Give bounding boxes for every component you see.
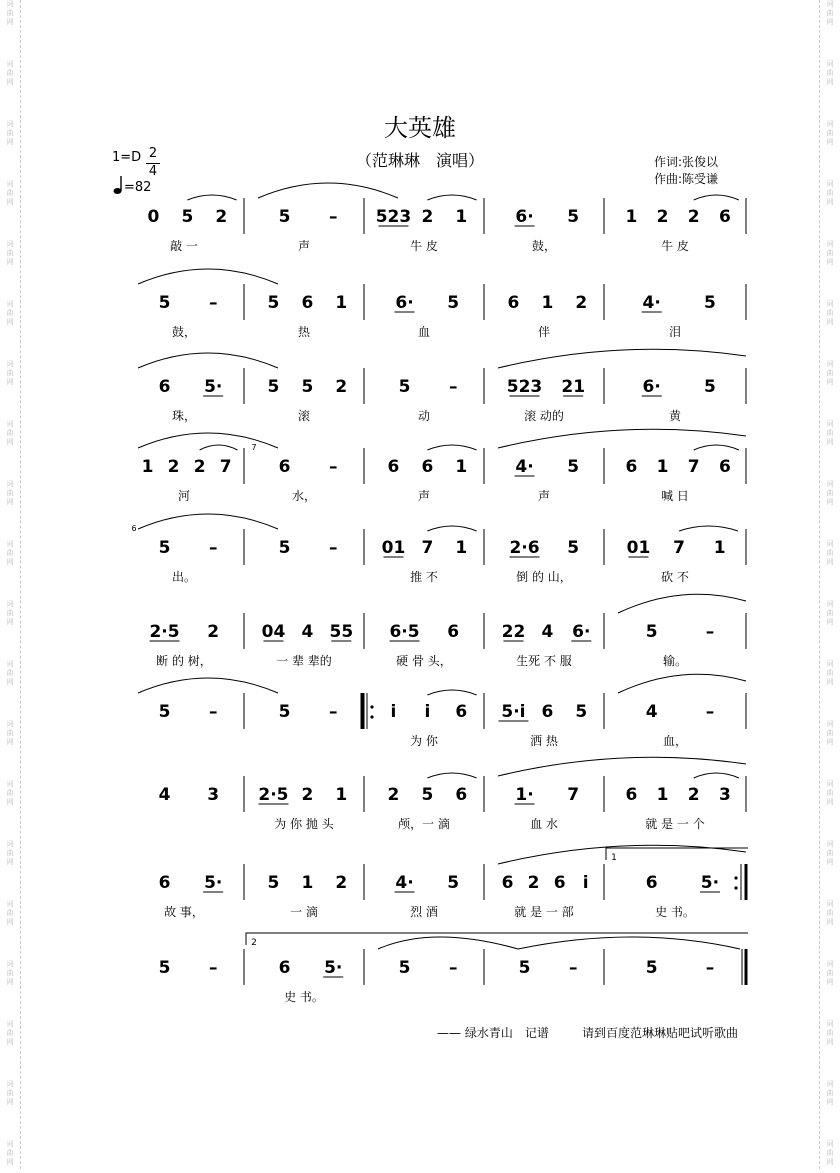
tie-arc (138, 514, 278, 529)
lyric-text: 故 事， (164, 905, 204, 919)
note-token: 0 (147, 207, 160, 227)
note-token: 01 (626, 538, 651, 558)
note-token: 1 (656, 785, 669, 805)
lyric-text: 史 书。 (284, 990, 324, 1004)
note-token: 4· (395, 873, 414, 893)
listen-note: 请到百度范琳琳贴吧试听歌曲 (582, 1026, 739, 1040)
watermark-text: 词 曲 网 (6, 1080, 14, 1106)
note-token: 5· (700, 873, 720, 893)
note-token: 2 (387, 785, 400, 805)
lyric-text: 推 不 (410, 570, 438, 584)
watermark-text: 词 曲 网 (6, 900, 14, 926)
lyric-text: 史 书。 (655, 905, 695, 919)
note-token: 6· (642, 377, 661, 397)
note-token: 1 (335, 785, 348, 805)
note-token: 1 (301, 873, 314, 893)
grace-note: 6 (131, 524, 137, 533)
note-token: 5 (181, 207, 194, 227)
note-token: 4 (158, 785, 171, 805)
lyric-text: 就 是 一 个 (645, 817, 705, 831)
note-token: 2 (193, 457, 206, 477)
slur (427, 445, 476, 450)
note-token: 1 (455, 457, 468, 477)
note-token: – (705, 702, 715, 722)
watermark-text: 词 曲 网 (6, 960, 14, 986)
lyric-text: 生死 不 服 (516, 654, 572, 668)
note-token: 2 (527, 873, 540, 893)
watermark-text: 词 曲 网 (826, 300, 834, 326)
note-token: 5 (398, 958, 411, 978)
watermark-text: 词 曲 网 (826, 60, 834, 86)
watermark-text: 词 曲 网 (826, 1080, 834, 1106)
watermark-text: 词 曲 网 (826, 900, 834, 926)
note-token: 1 (541, 293, 554, 313)
note-token: – (705, 958, 715, 978)
note-token: 5 (704, 377, 716, 397)
note-token: 01 (381, 538, 406, 558)
watermark-text: 词 曲 网 (826, 0, 834, 26)
lyric-text: 为 你 (410, 734, 438, 748)
note-token: 5· (324, 958, 343, 978)
lyric-text: 声 (537, 489, 551, 503)
tie-arc (618, 674, 746, 693)
watermark-text: 词 曲 网 (826, 360, 834, 386)
lyric-text: 一 辈 辈的 (276, 654, 332, 668)
tie-arc (258, 183, 398, 198)
note-token: – (208, 958, 218, 978)
note-token: 5 (447, 293, 460, 313)
lyric-text: 牛 皮 (661, 239, 689, 253)
note-token: 6 (645, 873, 658, 893)
note-token: 6 (421, 457, 434, 477)
song-title: 大英雄 (384, 114, 456, 142)
note-token: 22 (501, 622, 526, 642)
note-token: 5 (278, 702, 291, 722)
watermark-text: 词 曲 网 (826, 480, 834, 506)
watermark-text: 词 曲 网 (826, 180, 834, 206)
time-signature-top: 2 (148, 146, 158, 161)
note-token: 6 (718, 457, 731, 477)
note-token: 5 (567, 207, 580, 227)
note-token: 6 (158, 873, 171, 893)
watermark-text: 词 曲 网 (6, 780, 14, 806)
note-token: 7 (567, 785, 580, 805)
lyric-text: 水， (291, 489, 317, 503)
watermark-text: 词 曲 网 (826, 840, 834, 866)
lyric-text: 牛 皮 (410, 239, 438, 253)
note-token: 7 (421, 538, 434, 558)
lyric-text: 黄 (668, 409, 682, 423)
note-token: 6 (278, 958, 291, 978)
note-token: 5 (158, 293, 171, 313)
note-token: 2·5 (149, 622, 180, 642)
lyric-text: 断 的 树， (156, 654, 212, 668)
note-token: – (328, 702, 338, 722)
note-token: 6 (301, 293, 314, 313)
slur (427, 195, 476, 200)
slur (694, 445, 739, 450)
lyric-text: 喊 日 (661, 489, 689, 503)
lyric-text: 倒 的 山， (516, 570, 572, 584)
note-token: 6· (395, 293, 414, 313)
lyric-text: 血， (662, 734, 688, 748)
note-token: 6 (447, 622, 460, 642)
watermark-text: 词 曲 网 (6, 0, 14, 26)
note-token: 1 (713, 538, 726, 558)
watermark-text: 词 曲 网 (6, 660, 14, 686)
lyric-text: 泪 (668, 325, 682, 339)
note-token: 1 (656, 457, 669, 477)
note-token: 7 (219, 457, 232, 477)
lyric-text: 热 (297, 325, 311, 339)
note-token: 04 (261, 622, 286, 642)
note-token: 5 (421, 785, 434, 805)
tie-arc (498, 349, 746, 368)
note-token: – (328, 457, 338, 477)
note-token: 2 (335, 873, 348, 893)
lyric-text: 颅，一 滴 (398, 817, 450, 831)
tie-arc (138, 678, 278, 693)
watermark-text: 词 曲 网 (6, 240, 14, 266)
note-token: 1 (455, 207, 468, 227)
repeat-dot (734, 876, 737, 879)
lyric-text: 为 你 抛 头 (274, 817, 334, 831)
lyric-text: 出。 (171, 570, 197, 584)
note-token: 523 (375, 207, 412, 227)
lyric-text: 一 滴 (290, 905, 318, 919)
note-token: 6 (158, 377, 171, 397)
lyric-text: 硬 骨 头， (396, 654, 452, 668)
lyric-text: 烈 酒 (410, 905, 438, 919)
note-token: 6 (507, 293, 520, 313)
time-signature-bottom: 4 (148, 164, 158, 179)
note-token: 6 (541, 702, 554, 722)
lyric-text: 滚 (297, 409, 311, 423)
repeat-dot (370, 705, 373, 708)
tie-arc (138, 353, 278, 368)
watermark-text: 词 曲 网 (826, 120, 834, 146)
note-token: 1· (515, 785, 534, 805)
note-token: 5 (398, 377, 411, 397)
note-token: – (448, 377, 458, 397)
note-token: 5 (267, 377, 280, 397)
note-token: – (208, 293, 218, 313)
watermark-text: 词 曲 网 (826, 540, 834, 566)
lyric-text: 血 水 (530, 817, 558, 831)
note-token: 7 (687, 457, 700, 477)
watermark-text: 词 曲 网 (826, 660, 834, 686)
watermark-text: 词 曲 网 (826, 420, 834, 446)
note-token: 7 (673, 538, 685, 558)
tie-arc (518, 937, 740, 949)
note-token: 5 (267, 873, 280, 893)
note-token: 5 (158, 958, 171, 978)
note-token: 2 (656, 207, 669, 227)
note-token: 4 (301, 622, 314, 642)
tempo-marking: =82 (124, 180, 152, 195)
tie-arc (138, 433, 278, 448)
note-token: 2 (335, 377, 348, 397)
note-token: – (328, 538, 338, 558)
note-token: – (328, 207, 338, 227)
watermark-text: 词 曲 网 (6, 840, 14, 866)
transcriber-credit: —— 绿水青山 记谱 (437, 1026, 549, 1040)
note-token: 5 (645, 622, 658, 642)
note-token: 6 (718, 207, 731, 227)
note-token: 1 (455, 538, 468, 558)
lyricist-credit: 作词:张俊以 (654, 155, 719, 169)
note-token: 5 (575, 702, 588, 722)
lyric-text: 动 (417, 409, 431, 423)
lyric-text: 血 (417, 325, 431, 339)
note-token: 2 (167, 457, 180, 477)
note-token: 3 (207, 785, 220, 805)
note-token: 523 (506, 377, 543, 397)
note-token: 6 (625, 785, 638, 805)
key-signature: 1=D (112, 150, 142, 165)
note-token: 6 (625, 457, 638, 477)
note-token: 2 (301, 785, 314, 805)
note-token: 5 (447, 873, 460, 893)
note-token: 2 (421, 207, 434, 227)
watermark-text: 词 曲 网 (6, 120, 14, 146)
note-token: 5 (645, 958, 658, 978)
note-token: 5 (267, 293, 280, 313)
note-token: 6· (572, 622, 591, 642)
note-token: – (568, 958, 578, 978)
note-token: 21 (561, 377, 586, 397)
note-token: 5 (278, 538, 291, 558)
watermark-text: 词 曲 网 (6, 60, 14, 86)
note-token: 6 (455, 785, 468, 805)
note-token: 5 (518, 958, 531, 978)
note-token: 6 (501, 873, 514, 893)
note-token: i (582, 873, 589, 893)
watermark-text: 词 曲 网 (6, 720, 14, 746)
note-token: – (705, 622, 715, 642)
note-token: 5 (567, 538, 580, 558)
note-token: 6 (455, 702, 468, 722)
note-token: 5 (301, 377, 314, 397)
note-token: 2·5 (258, 785, 289, 805)
lyric-text: 滚 动的 (524, 409, 564, 423)
tie-arc (618, 594, 746, 613)
note-token: – (448, 958, 458, 978)
watermark-text: 词 曲 网 (826, 600, 834, 626)
lyric-text: 声 (297, 239, 311, 253)
watermark-text: 词 曲 网 (6, 480, 14, 506)
volta-number: 1 (611, 853, 617, 863)
note-token: 1 (625, 207, 638, 227)
tie-arc (138, 269, 278, 284)
lyric-text: 就 是 一 部 (514, 905, 574, 919)
note-token: 6 (278, 457, 291, 477)
lyric-text: 洒 热 (530, 734, 558, 748)
watermark-text: 词 曲 网 (6, 540, 14, 566)
note-token: 5 (278, 207, 291, 227)
note-token: 55 (329, 622, 354, 642)
watermark-text: 词 曲 网 (826, 1020, 834, 1046)
note-token: 5 (704, 293, 716, 313)
watermark-text: 词 曲 网 (6, 420, 14, 446)
note-token: 4· (515, 457, 534, 477)
lyric-text: 河 (177, 489, 191, 503)
lyric-text: 敲 一 (170, 239, 198, 253)
note-token: 5· (204, 377, 223, 397)
note-token: 5 (158, 702, 171, 722)
note-token: – (208, 702, 218, 722)
watermark-text: 词 曲 网 (826, 960, 834, 986)
note-token: 1 (335, 293, 348, 313)
note-token: 5·i (501, 702, 526, 722)
watermark-text: 词 曲 网 (6, 360, 14, 386)
note-token: 5 (567, 457, 580, 477)
note-token: 4 (541, 622, 554, 642)
repeat-dot (734, 886, 737, 889)
grace-note: 7 (251, 443, 257, 452)
note-token: 4 (645, 702, 658, 722)
watermark-text: 词 曲 网 (6, 180, 14, 206)
slur (427, 773, 476, 778)
note-token: 3 (718, 785, 731, 805)
slur (679, 526, 738, 531)
lyric-text: 伴 (537, 325, 551, 339)
volta-number: 2 (251, 938, 257, 948)
lyric-text: 鼓， (171, 325, 197, 339)
note-token: i (390, 702, 397, 722)
note-token: 6 (553, 873, 566, 893)
watermark-text: 词 曲 网 (6, 300, 14, 326)
note-token: 2 (687, 207, 700, 227)
note-token: 6 (387, 457, 400, 477)
singer-credit: （范琳琳 演唱） (355, 151, 484, 170)
note-token: 5· (204, 873, 223, 893)
slur (427, 690, 476, 695)
slur (187, 195, 236, 200)
lyric-text: 输。 (662, 654, 688, 668)
note-token: 6· (515, 207, 534, 227)
slur (427, 526, 476, 531)
watermark-text: 词 曲 网 (6, 1140, 14, 1166)
watermark-text: 词 曲 网 (826, 240, 834, 266)
note-token: 2 (207, 622, 220, 642)
watermark-text: 词 曲 网 (6, 1020, 14, 1046)
watermark-text: 词 曲 网 (826, 780, 834, 806)
note-token: 2 (687, 785, 700, 805)
note-token: 5 (158, 538, 171, 558)
note-token: i (424, 702, 431, 722)
note-token: – (208, 538, 218, 558)
repeat-dot (370, 715, 373, 718)
slur (694, 195, 739, 200)
lyric-text: 声 (417, 489, 431, 503)
note-token: 6·5 (389, 622, 420, 642)
lyric-text: 珠， (171, 409, 197, 423)
note-token: 2 (575, 293, 588, 313)
lyric-text: 砍 不 (661, 570, 689, 584)
note-token: 1 (141, 457, 154, 477)
tie-arc (378, 937, 518, 949)
watermark-text: 词 曲 网 (6, 600, 14, 626)
composer-credit: 作曲:陈受谦 (654, 172, 719, 186)
watermark-text: 词 曲 网 (826, 1140, 834, 1166)
note-token: 2 (215, 207, 228, 227)
note-token: 2·6 (509, 538, 540, 558)
slur (694, 773, 739, 778)
watermark-text: 词 曲 网 (826, 720, 834, 746)
note-token: 4· (642, 293, 661, 313)
slur (200, 445, 238, 450)
lyric-text: 鼓， (531, 239, 557, 253)
